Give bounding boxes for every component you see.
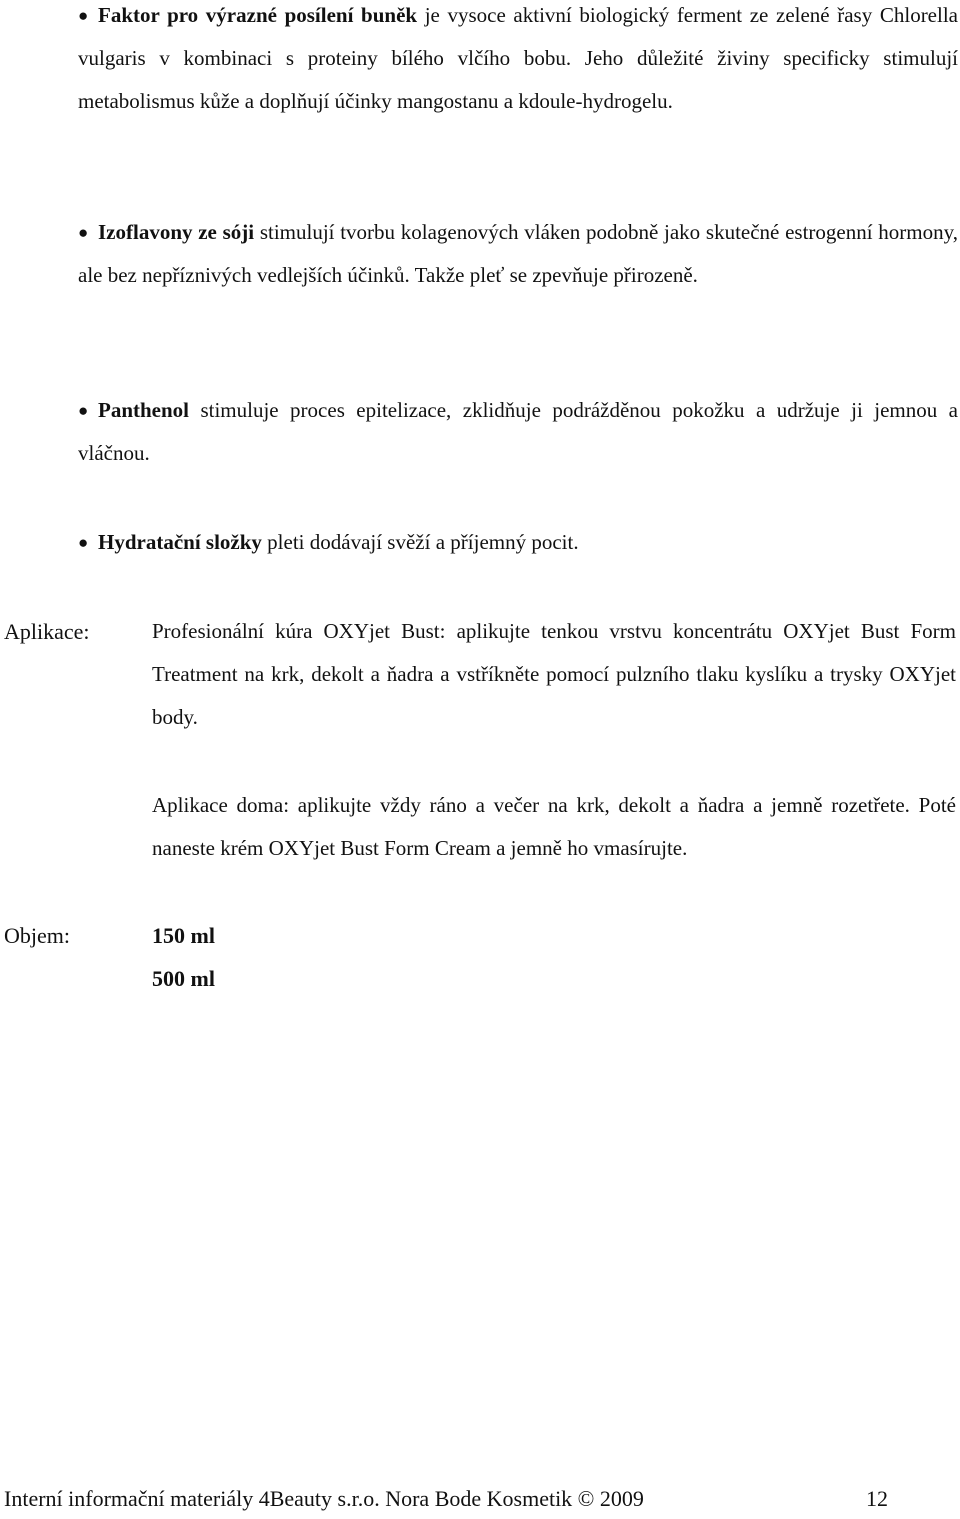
bullet-icon: ● [78,401,89,420]
bullet-icon: ● [78,6,89,25]
aplikace-label: Aplikace: [4,619,90,644]
bullet-bold: Faktor pro výrazné posílení buněk [98,3,418,27]
bullet-text: stimuluje proces epitelizace, zklidňuje podrážděnou pokožku a udržuje ji jemnou a vláčnou. [78,398,958,465]
bullet-item-izoflavony [78,211,958,297]
bullet-text: stimulují tvorbu kolagenových vláken podobně jako skutečné estrogenní hormony, ale bez nepříznivých vedlejších účinků. Takže pleť se zpevňuje přirozeně. [78,220,958,287]
footer-text: Interní informační materiály 4Beauty s.r.o. Nora Bode Kosmetik © 2009 [4,1486,644,1511]
aplikace-home-text: Aplikace doma: aplikujte vždy ráno a večer na krk, dekolt a ňadra a jemně rozetřete. Poté naneste krém OXYjet Bust Form Cream a jemně ho vmasírujte. [152,793,956,860]
bullet-bold: Hydratační složky [98,530,262,554]
bullet-icon: ● [78,533,89,552]
bullet-text: pleti dodávají svěží a příjemný pocit. [261,530,579,554]
page-number: 12 [866,1486,888,1511]
volume-500: 500 ml [152,966,215,991]
bullet-item-faktor [78,0,958,123]
bullet-item-panthenol [78,389,958,475]
aplikace-professional-text: Profesionální kúra OXYjet Bust: aplikujte tenkou vrstvu koncentrátu OXYjet Bust Form Treatment na krk, dekolt a ňadra a vstříkněte pomocí pulzního tlaku kyslíku a trysky OXYjet body. [152,619,956,729]
volume-150: 150 ml [152,923,215,948]
bullet-bold: Panthenol [98,398,190,422]
bullet-bold: Izoflavony ze sóji [98,220,255,244]
page-footer [4,1479,888,1519]
objem-label: Objem: [4,923,70,948]
bullet-item-hydratacni [78,521,958,564]
bullet-icon: ● [78,223,89,242]
bullet-text: je vysoce aktivní biologický ferment ze zelené řasy Chlorella vulgaris v kombinaci s proteiny bílého vlčího bobu. Jeho důležité živiny specificky stimulují metabolismus kůže a doplňují účinky mangostanu a kdoule-hydrogelu. [78,3,958,113]
